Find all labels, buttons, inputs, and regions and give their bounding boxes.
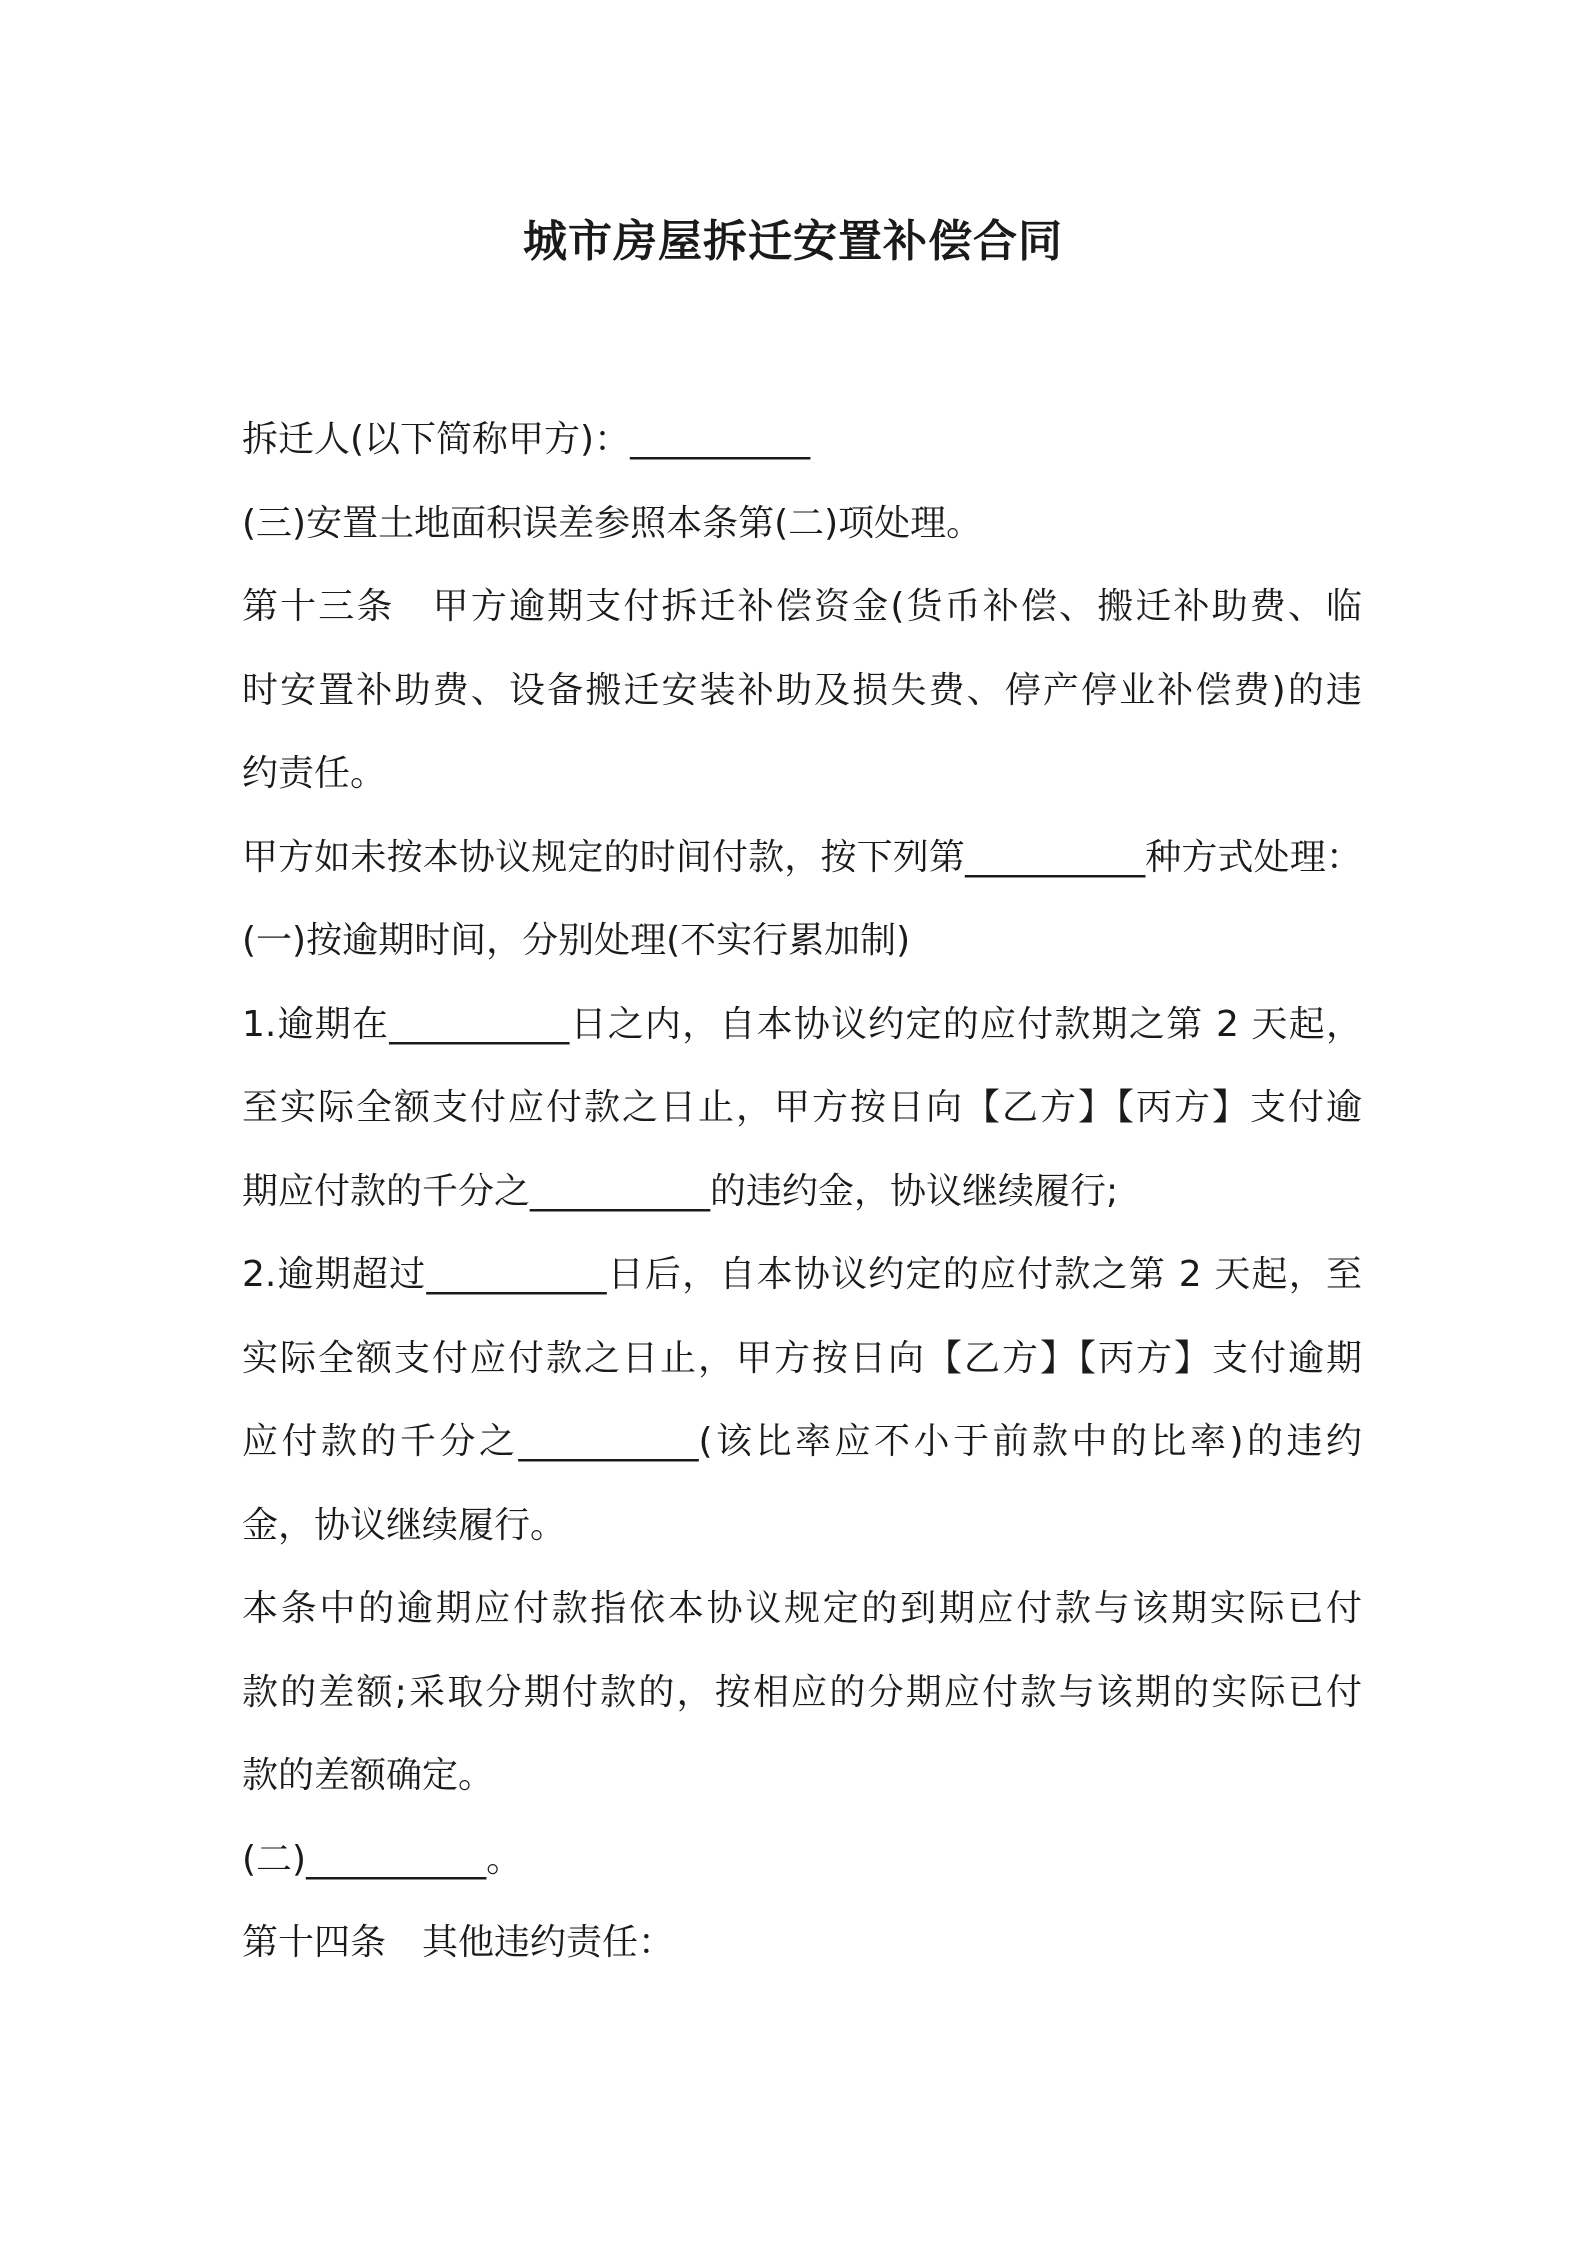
- text-line: 时安置补助费、设备搬迁安装补助及损失费、停产停业补偿费)的违: [242, 669, 1362, 711]
- text-line: 约责任。: [242, 753, 387, 794]
- text-line: 本条中的逾期应付款指依本协议规定的到期应付款与该期实际已付: [242, 1588, 1362, 1629]
- text-line: 2.逾期超过__________日后，自本协议约定的应付款之第 2 天起，至: [242, 1254, 1362, 1295]
- text-line: 甲方如未按本协议规定的时间付款，按下列第__________种方式处理：: [242, 836, 1362, 878]
- text-line: 至实际全额支付应付款之日止，甲方按日向【乙方】【丙方】支付逾: [242, 1087, 1362, 1128]
- text-line: 金，协议继续履行。: [242, 1504, 567, 1546]
- text-line: 款的差额确定。: [242, 1755, 495, 1796]
- text-line: 实际全额支付应付款之日止，甲方按日向【乙方】【丙方】支付逾期: [242, 1337, 1362, 1379]
- text-line-article-13: 第十三条 甲方逾期支付拆迁补偿资金(货币补偿、搬迁补助费、临: [242, 586, 1362, 627]
- text-line: (一)按逾期时间，分别处理(不实行累加制): [242, 920, 911, 961]
- document-title: 城市房屋拆迁安置补偿合同: [523, 216, 1063, 267]
- text-line: 应付款的千分之__________(该比率应不小于前款中的比率)的违约: [242, 1421, 1362, 1462]
- text-line: 期应付款的千分之__________的违约金，协议继续履行;: [242, 1170, 1119, 1212]
- text-line: 款的差额;采取分期付款的，按相应的分期应付款与该期的实际已付: [242, 1671, 1362, 1713]
- text-line: 1.逾期在__________日之内，自本协议约定的应付款期之第 2 天起，: [242, 1003, 1362, 1045]
- document-body: [242, 398, 1362, 1985]
- text-line-party-a: 拆迁人(以下简称甲方)：__________: [242, 419, 811, 460]
- text-line-article-14: 第十四条 其他违约责任：: [242, 1922, 675, 1963]
- text-line: (二)__________。: [242, 1838, 523, 1880]
- text-line: (三)安置土地面积误差参照本条第(二)项处理。: [242, 502, 983, 544]
